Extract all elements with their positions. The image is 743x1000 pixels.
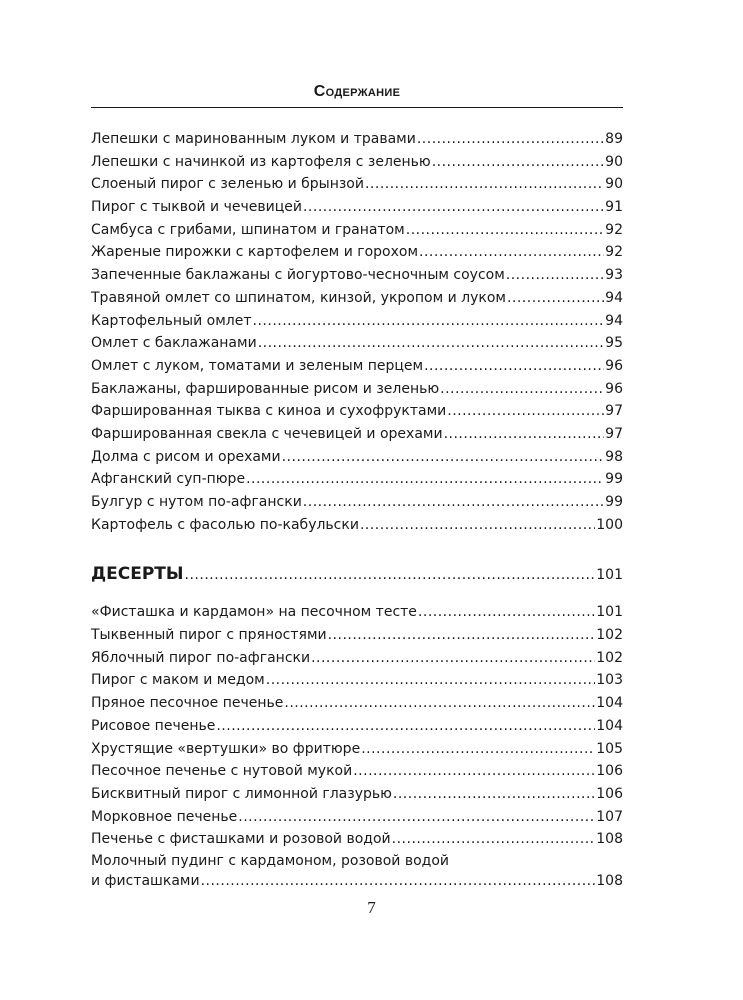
toc-entry[interactable] [91,446,623,469]
dot-leader [361,738,595,761]
dot-leader [311,647,595,670]
dot-leader [447,400,604,423]
toc-entry[interactable] [91,669,623,692]
dot-leader [507,287,604,310]
dot-leader [424,355,604,378]
dot-leader [216,715,595,738]
toc-entry[interactable] [91,173,623,196]
entry-page: 92 [605,244,623,261]
toc-entry[interactable] [91,423,623,446]
dot-leader [282,446,605,469]
toc-entry[interactable] [91,491,623,514]
dot-leader [360,514,595,537]
dot-leader [258,332,604,355]
entry-title: Запеченные баклажаны с йогуртово-чесночным соусом [91,267,505,284]
entry-title: Хрустящие «вертушки» во фритюре [91,740,361,757]
entry-title: Морковное печенье [91,808,238,825]
dot-leader [303,196,604,219]
dot-leader [432,151,604,174]
toc-entry[interactable] [91,692,623,715]
entry-page: 90 [605,153,623,170]
toc-list-desserts [91,601,623,851]
toc-entry[interactable] [91,601,623,624]
entry-title: Тыквенный пирог с пряностями [91,627,327,644]
entry-page: 97 [605,403,623,420]
dot-leader [353,760,595,783]
entry-page: 102 [596,649,623,666]
entry-page: 95 [605,335,623,352]
toc-entry[interactable] [91,128,623,151]
entry-page: 103 [596,672,623,689]
entry-page: 99 [605,471,623,488]
toc-entry[interactable] [91,287,623,310]
dot-leader [418,601,595,624]
dot-leader [393,783,595,806]
dot-leader [266,669,596,692]
entry-title: Фаршированная тыква с киноа и сухофруктами [91,403,447,420]
entry-page: 92 [605,221,623,238]
entry-page: 106 [596,785,623,802]
entry-title: Яблочный пирог по-афгански [91,649,311,666]
dot-leader [506,264,604,287]
entry-title: Омлет с луком, томатами и зеленым перцем [91,357,424,374]
entry-page: 104 [596,695,623,712]
dot-leader [417,128,604,151]
toc-list-main [91,128,623,536]
page-number: 7 [367,898,376,917]
dot-leader [365,173,604,196]
entry-page: 90 [605,176,623,193]
entry-page: 91 [605,199,623,216]
section-page: 101 [596,567,623,584]
toc-entry[interactable] [91,783,623,806]
toc-entry[interactable] [91,151,623,174]
toc-entry[interactable] [91,332,623,355]
entry-title: Самбуса с грибами, шпинатом и гранатом [91,221,405,238]
entry-page: 94 [605,289,623,306]
dot-leader [406,219,604,242]
toc-entry[interactable] [91,241,623,264]
dot-leader [238,806,595,829]
entry-title: Травяной омлет со шпинатом, кинзой, укропом и луком [91,289,506,306]
toc-entry[interactable] [91,647,623,670]
entry-page: 108 [596,872,623,889]
entry-title-line2: и фисташками [91,872,200,889]
toc-entry[interactable] [91,806,623,829]
entry-title: Лепешки с маринованным луком и травами [91,131,416,147]
entry-title: Пирог с тыквой и чечевицей [91,199,302,216]
entry-line2 [91,871,623,891]
entry-page: 106 [596,763,623,780]
entry-title: Булгур с нутом по-афгански [91,494,302,510]
header-rule [91,107,623,108]
entry-page: 104 [596,717,623,734]
dot-leader [185,567,596,583]
toc-entry[interactable] [91,355,623,378]
entry-title: Картофельный омлет [91,312,252,329]
toc-entry[interactable] [91,715,623,738]
entry-title: Рисовое печенье [91,717,216,734]
entry-title: Картофель с фасолью по-кабульски [91,516,359,533]
entry-page: 98 [605,448,623,465]
entry-title: Слоеный пирог с зеленью и брынзой [91,176,364,193]
dot-leader [440,378,604,401]
entry-page: 105 [596,740,623,757]
entry-title: Лепешки с начинкой из картофеля с зеленью [91,153,431,170]
dot-leader [253,310,605,333]
dot-leader [246,468,604,491]
toc-entry[interactable] [91,378,623,401]
entry-page: 108 [596,831,623,848]
toc-entry[interactable] [91,310,623,333]
running-header: Содержание [313,83,401,100]
dot-leader [392,828,596,851]
table-of-contents [91,128,623,891]
entry-title-line1: Молочный пудинг с кардамоном, розовой водой [91,852,449,869]
entry-page: 107 [596,808,623,825]
toc-entry[interactable] [91,738,623,761]
toc-entry[interactable] [91,851,623,891]
entry-page: 89 [605,131,623,147]
entry-title: «Фисташка и кардамон» на песочном тесте [91,604,417,621]
toc-entry[interactable] [91,196,623,219]
entry-page: 96 [605,357,623,374]
toc-entry[interactable] [91,760,623,783]
toc-entry[interactable] [91,219,623,242]
entry-title: Баклажаны, фаршированные рисом и зеленью [91,380,440,397]
dot-leader [284,692,595,715]
toc-entry[interactable] [91,264,623,287]
entry-page: 94 [605,312,623,329]
dot-leader [419,241,604,264]
entry-title: Фаршированная свекла с чечевицей и орехами [91,425,443,442]
toc-section-desserts[interactable] [91,564,623,588]
toc-entry[interactable] [91,468,623,491]
entry-title: Печенье с фисташками и розовой водой [91,831,391,848]
entry-title: Пирог с маком и медом [91,672,265,689]
dot-leader [201,871,596,891]
entry-title: Долма с рисом и орехами [91,448,281,465]
entry-title: Омлет с баклажанами [91,335,257,352]
entry-page: 96 [605,380,623,397]
toc-entry[interactable] [91,624,623,647]
toc-entry[interactable] [91,400,623,423]
entry-title: Песочное печенье с нутовой мукой [91,763,353,780]
dot-leader [303,491,604,514]
dot-leader [444,423,605,446]
dot-leader [328,624,596,647]
entry-page: 97 [605,425,623,442]
entry-page: 100 [596,516,623,533]
entry-title: Афганский суп-пюре [91,471,246,488]
entry-title: Жареные пирожки с картофелем и горохом [91,244,419,261]
toc-entry[interactable] [91,514,623,537]
entry-page: 102 [596,627,623,644]
section-title: ДЕСЕРТЫ [91,564,184,585]
section-gap [91,536,623,564]
entry-page: 101 [596,604,623,621]
entry-title: Бисквитный пирог с лимонной глазурью [91,785,392,802]
entry-title: Пряное песочное печенье [91,695,284,712]
entry-page: 93 [605,267,623,284]
entry-page: 99 [605,494,623,510]
toc-entry[interactable] [91,828,623,851]
